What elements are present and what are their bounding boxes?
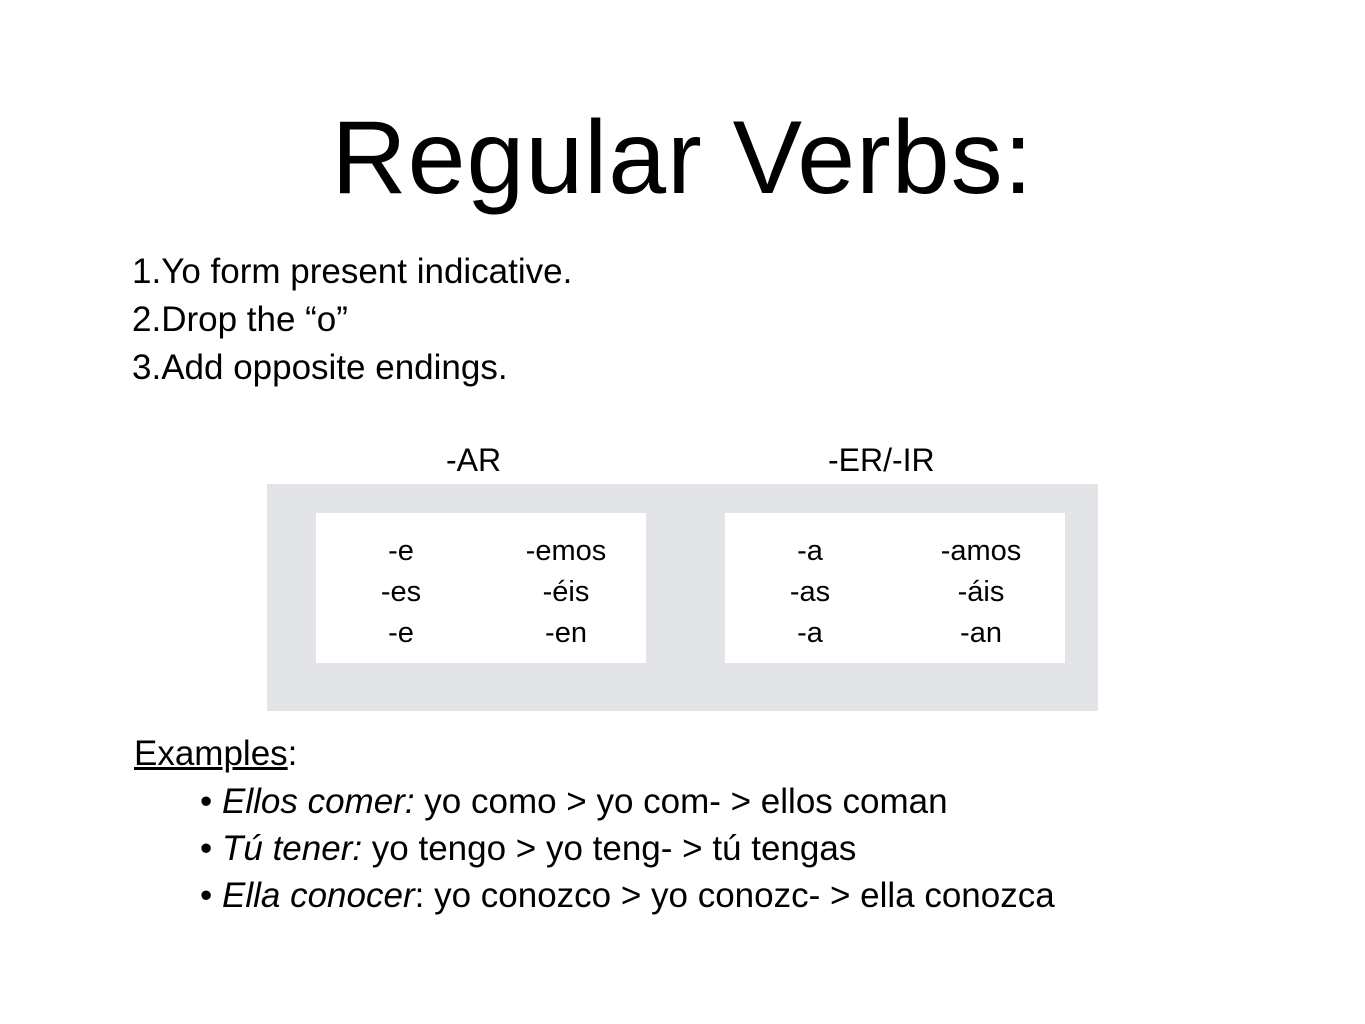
er-ir-ending-singular-3: -a xyxy=(797,617,823,649)
example-subject-verb: Ella conocer xyxy=(222,876,415,915)
examples-heading xyxy=(134,732,297,776)
example-item xyxy=(200,778,1055,825)
er-ir-ending-plural-1: -amos xyxy=(940,535,1022,567)
ar-ending-plural-1: -emos xyxy=(525,535,607,567)
ar-ending-singular-1: -e xyxy=(388,535,414,567)
example-item xyxy=(200,872,1055,919)
bullet: • xyxy=(200,829,213,868)
step-item: 2.Drop the “o” xyxy=(132,300,348,339)
ar-ending-singular-2: -es xyxy=(380,576,422,608)
er-ir-ending-plural-3: -an xyxy=(960,617,1002,649)
ar-ending-singular-3: -e xyxy=(388,617,414,649)
step-item: 1.Yo form present indicative. xyxy=(132,252,573,291)
example-derivation: yo conozco > yo conozc- > ella conozca xyxy=(424,876,1055,915)
example-derivation: yo como > yo com- > ellos coman xyxy=(414,782,948,821)
examples-heading-colon: : xyxy=(287,734,298,773)
er-ir-ending-singular-2: -as xyxy=(789,576,831,608)
ar-endings-box xyxy=(316,513,646,663)
example-subject-verb: Tú tener: xyxy=(222,829,363,868)
step-item: 3.Add opposite endings. xyxy=(132,348,508,387)
example-derivation: yo tengo > yo teng- > tú tengas xyxy=(362,829,857,868)
example-item xyxy=(200,825,1055,872)
er-ir-ending-singular-1: -a xyxy=(797,535,823,567)
er-ir-column-header: -ER/-IR xyxy=(828,442,935,478)
ar-ending-plural-3: -en xyxy=(545,617,587,649)
examples-list xyxy=(200,778,1055,919)
bullet: • xyxy=(200,876,213,915)
ar-ending-plural-2: -éis xyxy=(542,576,590,608)
example-separator: : xyxy=(414,876,425,915)
er-ir-ending-plural-2: -áis xyxy=(957,576,1005,608)
er-ir-endings-box xyxy=(725,513,1065,663)
example-subject-verb: Ellos comer: xyxy=(222,782,415,821)
slide-title: Regular Verbs: xyxy=(331,100,1034,216)
examples-heading-label: Examples xyxy=(134,734,288,773)
steps-list xyxy=(132,248,572,392)
ar-column-header: -AR xyxy=(446,442,502,478)
bullet: • xyxy=(200,782,213,821)
